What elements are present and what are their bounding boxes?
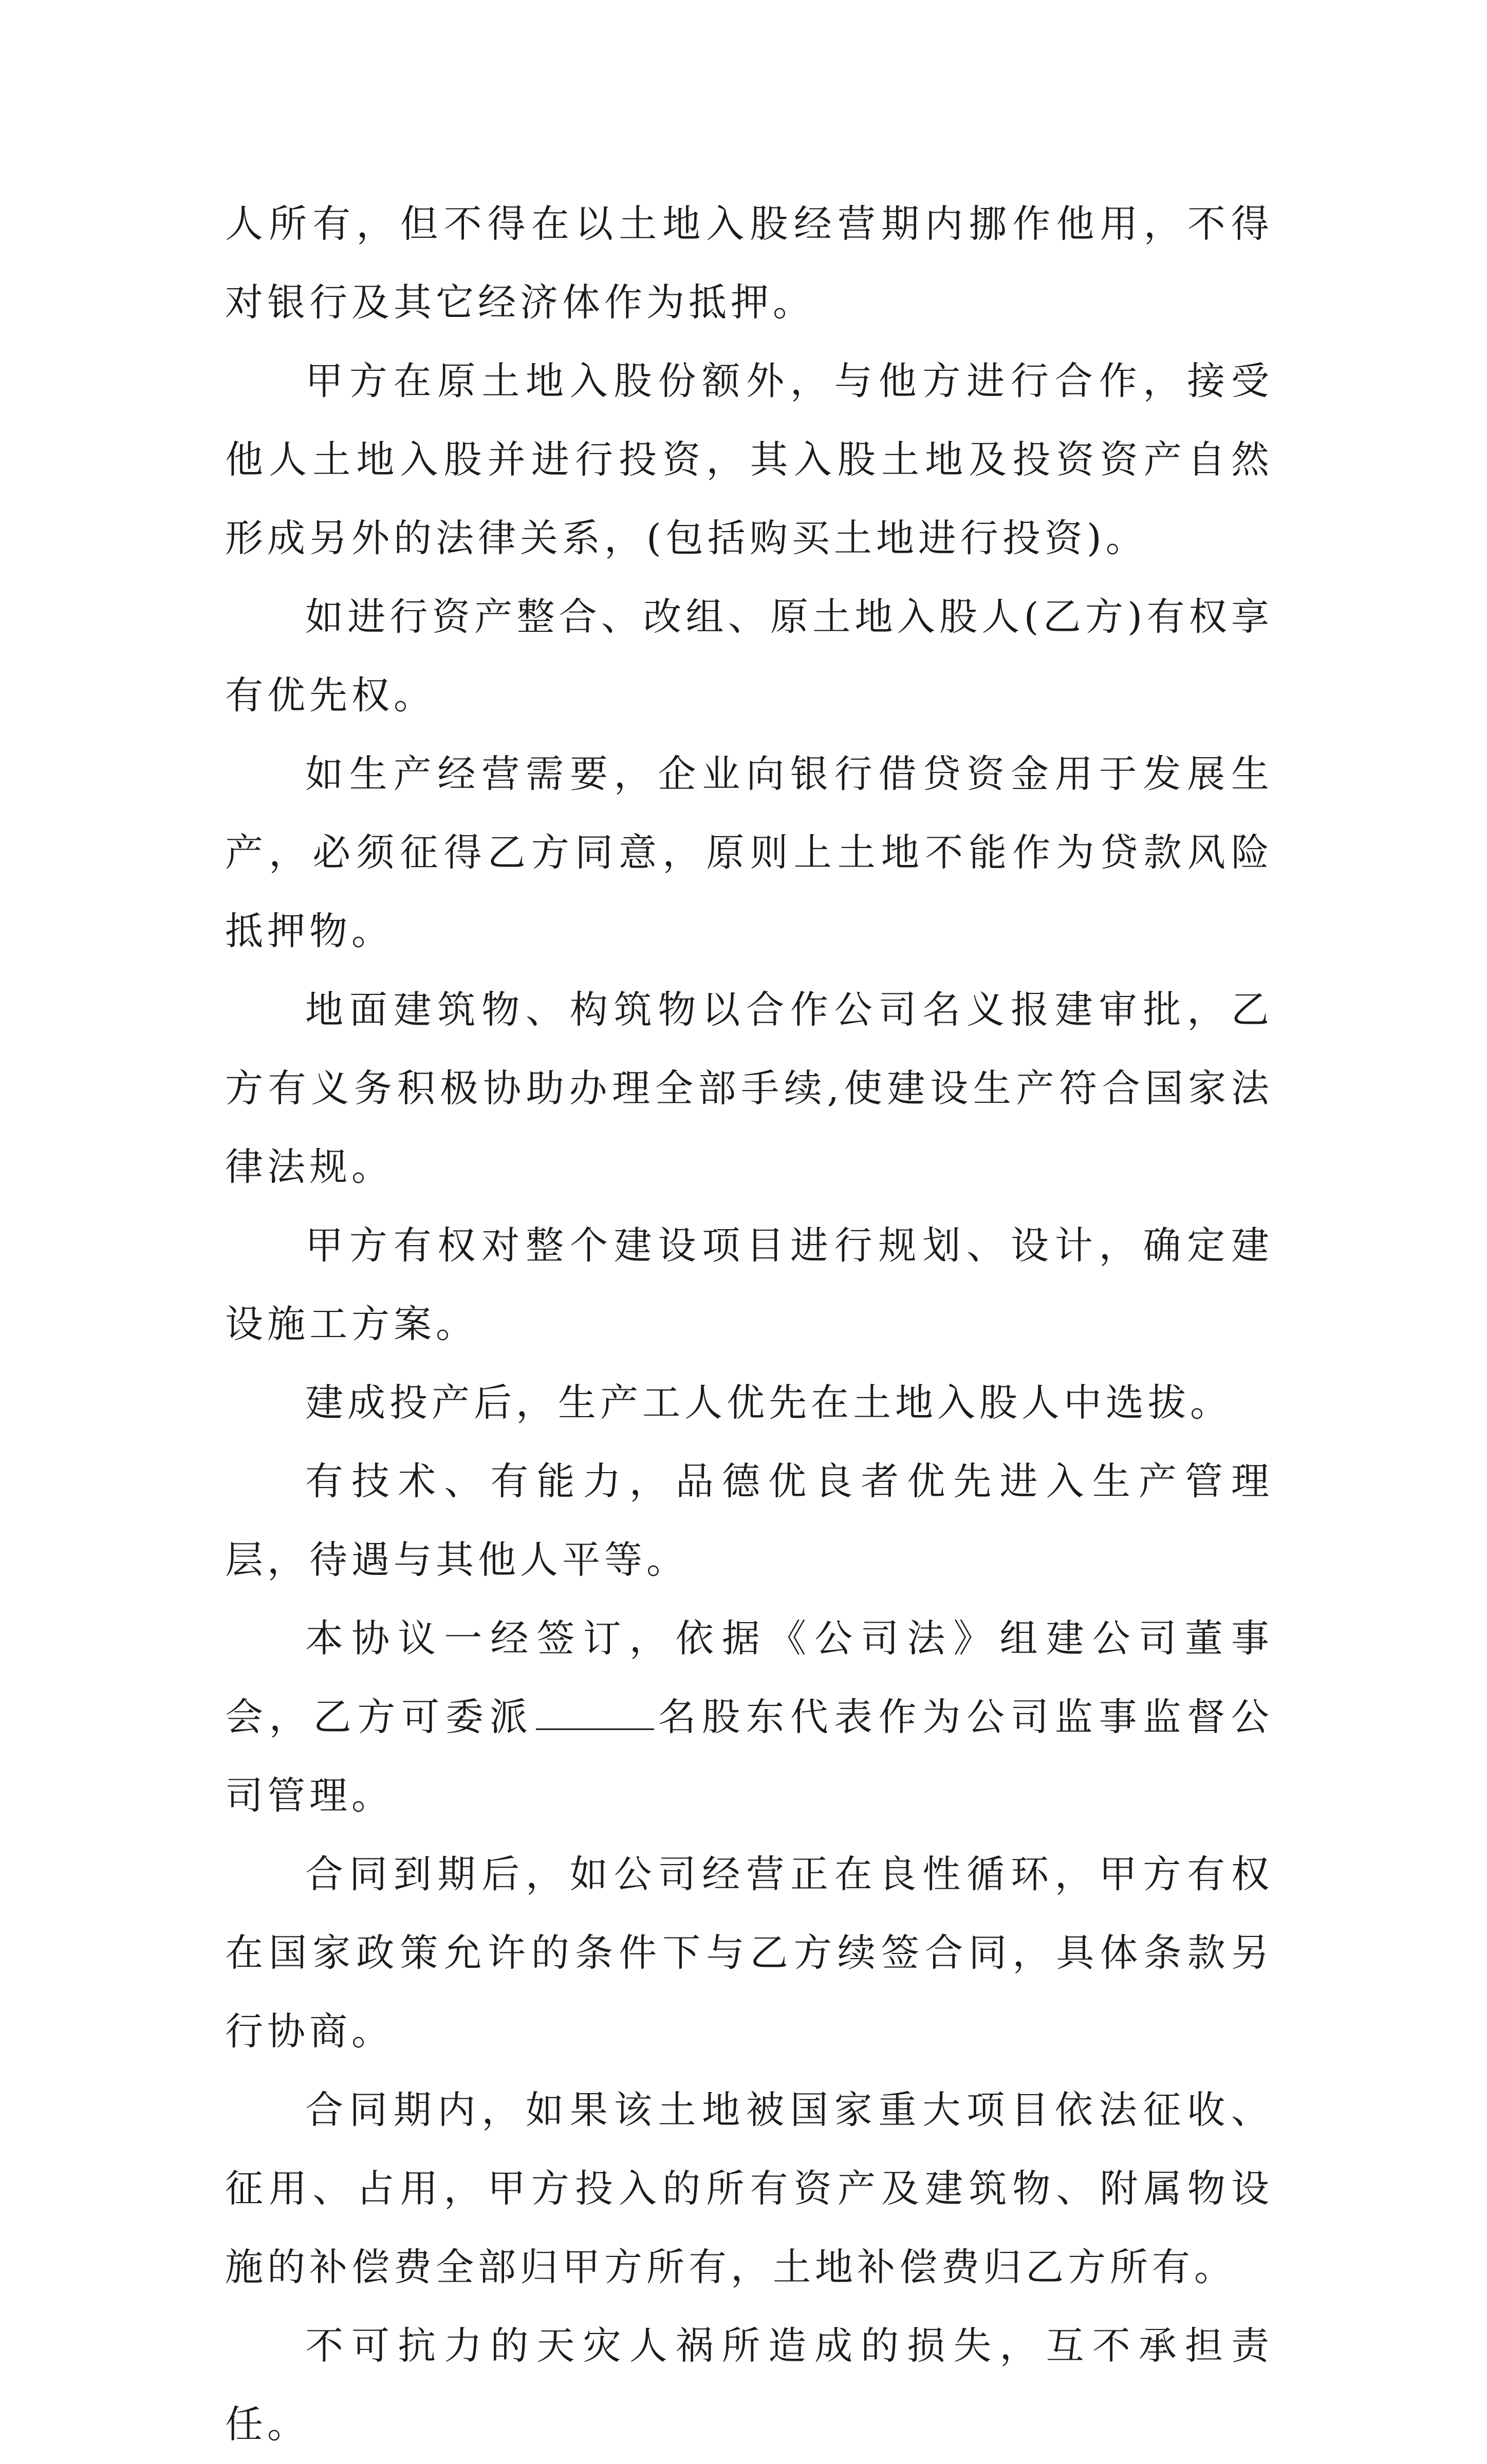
paragraph-9-after-blank: 名股东代表作为公司监事监督公司管理。 <box>225 1695 1274 1818</box>
paragraph-3: 如进行资产整合、改组、原土地入股人(乙方)有权享有优先权。 <box>225 595 1273 718</box>
paragraph-2: 甲方在原土地入股份额外，与他方进行合作，接受他人土地入股并进行投资，其入股土地及投资资产自然形成另外的法律关系，(包括购买土地进行投资)。 <box>225 359 1273 560</box>
paragraph-9 <box>225 1600 1273 1835</box>
paragraph-1: 人所有，但不得在以土地入股经营期内挪作他用，不得对银行及其它经济体作为抵押。 <box>225 202 1273 325</box>
paragraph-12: 不可抗力的天灾人祸所造成的损失，互不承担责任。 <box>225 2324 1273 2447</box>
paragraph-9-before-blank: 本协议一经签订，依据《公司法》组建公司董事会，乙方可委派 <box>225 1616 1273 1739</box>
paragraph-11: 合同期内，如果该土地被国家重大项目依法征收、征用、占用，甲方投入的所有资产及建筑物、附属物设施的补偿费全部归甲方所有，土地补偿费归乙方所有。 <box>225 2088 1273 2289</box>
paragraph-5: 地面建筑物、构筑物以合作公司名义报建审批，乙方有义务积极协助办理全部手续,使建设生产符合国家法律法规。 <box>225 988 1273 1189</box>
document-body <box>225 185 1273 2464</box>
paragraph-4: 如生产经营需要，企业向银行借贷资金用于发展生产，必须征得乙方同意，原则上土地不能作为贷款风险抵押物。 <box>225 752 1273 953</box>
fill-in-blank <box>536 1698 654 1730</box>
paragraph-7: 建成投产后，生产工人优先在土地入股人中选拔。 <box>305 1381 1232 1425</box>
paragraph-6: 甲方有权对整个建设项目进行规划、设计，确定建设施工方案。 <box>225 1224 1273 1346</box>
paragraph-10: 合同到期后，如公司经营正在良性循环，甲方有权在国家政策允许的条件下与乙方续签合同，具体条款另行协商。 <box>225 1852 1273 2054</box>
paragraph-8: 有技术、有能力，品德优良者优先进入生产管理层，待遇与其他人平等。 <box>225 1459 1273 1582</box>
